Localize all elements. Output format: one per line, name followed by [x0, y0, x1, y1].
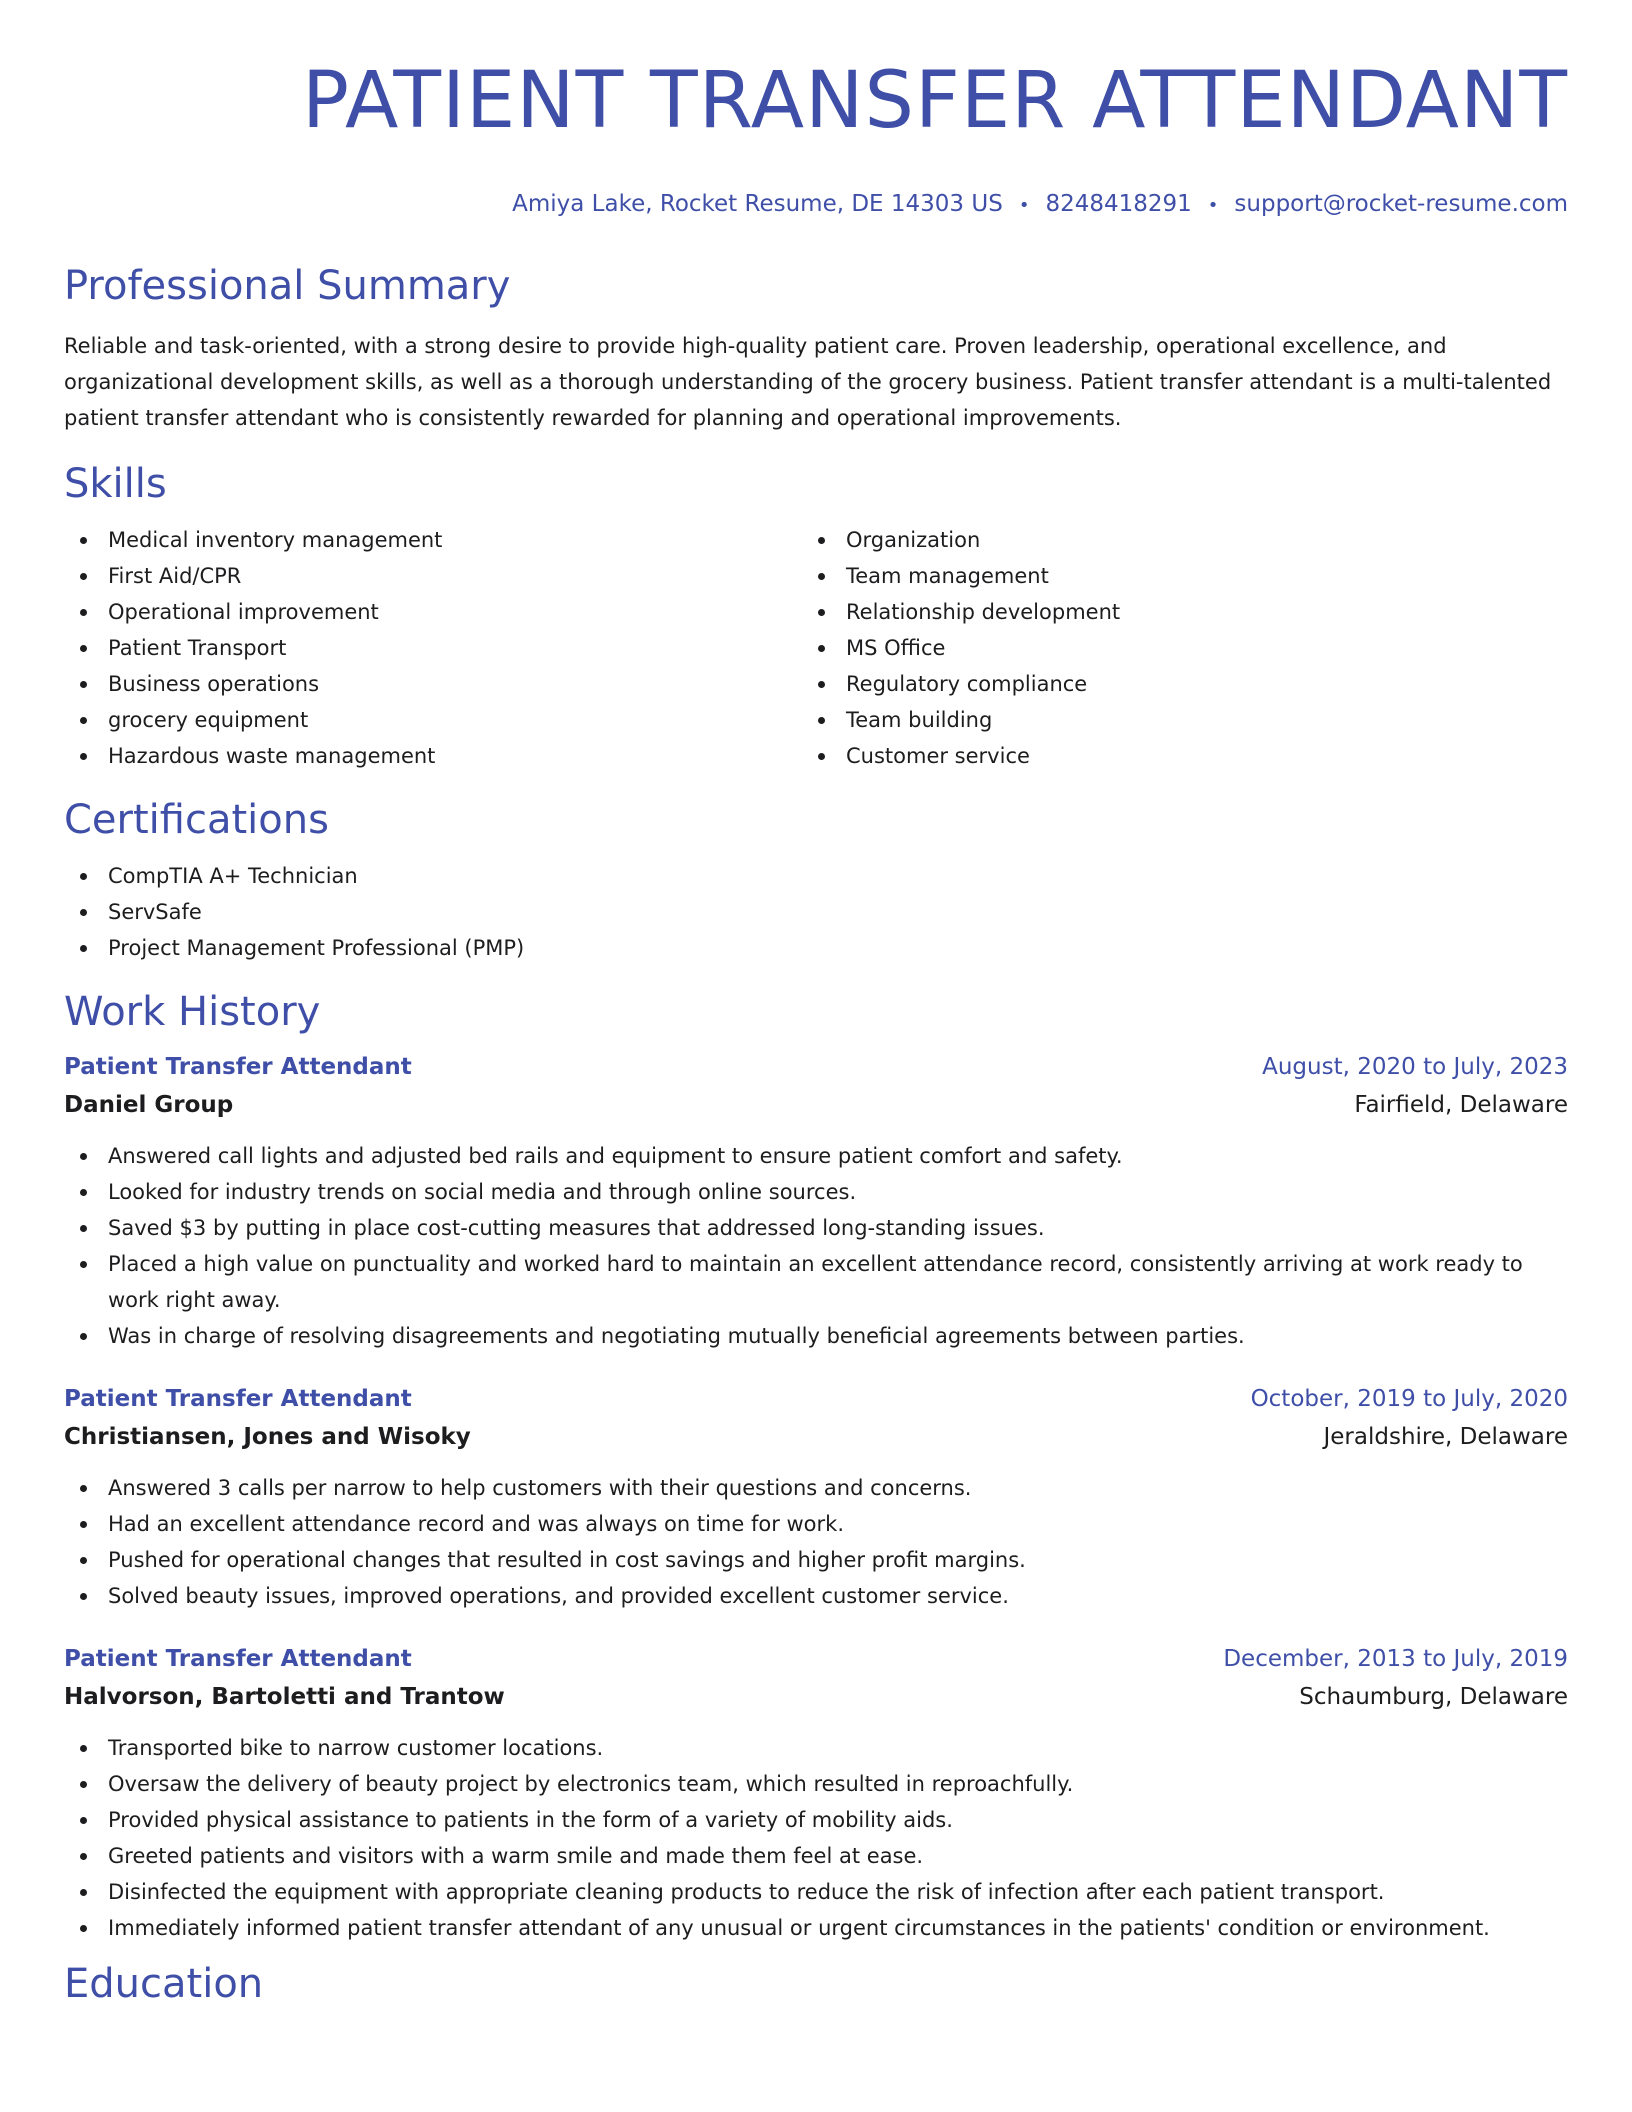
- skills-list-right: [802, 522, 1540, 774]
- skill-item: Business operations: [64, 666, 802, 702]
- job-bullet: Greeted patients and visitors with a warm smile and made them feel at ease.: [64, 1838, 1568, 1874]
- job-bullet: Was in charge of resolving disagreements and negotiating mutually beneficial agreements between parties.: [64, 1318, 1568, 1354]
- job-location: Schaumburg, Delaware: [1299, 1684, 1568, 1710]
- job-location: Fairfield, Delaware: [1354, 1092, 1568, 1118]
- job-bullet: Answered 3 calls per narrow to help customers with their questions and concerns.: [64, 1470, 1568, 1506]
- job-header-row: [64, 1380, 1568, 1418]
- job-company-row: [64, 1086, 1568, 1124]
- job-dates: August, 2020 to July, 2023: [1262, 1054, 1568, 1080]
- contact-line: [64, 190, 1568, 220]
- job-company: Halvorson, Bartoletti and Trantow: [64, 1684, 505, 1710]
- contact-separator: •: [1207, 195, 1219, 216]
- job-entry: [64, 1048, 1568, 1354]
- summary-heading: Professional Summary: [64, 263, 511, 309]
- job-bullet: Placed a high value on punctuality and worked hard to maintain an excellent attendance record, consistently arriving at work ready to work right away.: [64, 1246, 1568, 1318]
- job-bullet: Saved $3 by putting in place cost-cutting measures that addressed long-standing issues.: [64, 1210, 1568, 1246]
- job-bullets: [64, 1138, 1568, 1354]
- job-company: Daniel Group: [64, 1092, 234, 1118]
- certification-item: Project Management Professional (PMP): [64, 930, 1568, 966]
- skill-item: MS Office: [802, 630, 1540, 666]
- skill-item: Customer service: [802, 738, 1540, 774]
- job-bullets: [64, 1730, 1568, 1946]
- contact-email[interactable]: support@rocket-resume.com: [1234, 191, 1568, 217]
- job-entry: [64, 1380, 1568, 1614]
- job-bullet: Transported bike to narrow customer locations.: [64, 1730, 1568, 1766]
- skill-item: Patient Transport: [64, 630, 802, 666]
- skill-item: Regulatory compliance: [802, 666, 1540, 702]
- job-title: Patient Transfer Attendant: [64, 1054, 412, 1080]
- work-history-heading: Work History: [64, 989, 321, 1035]
- job-title: Patient Transfer Attendant: [64, 1386, 412, 1412]
- job-bullets: [64, 1470, 1568, 1614]
- resume-name: PATIENT TRANSFER ATTENDANT: [301, 56, 1568, 146]
- skill-item: Hazardous waste management: [64, 738, 802, 774]
- skill-item: First Aid/CPR: [64, 558, 802, 594]
- job-company-row: [64, 1678, 1568, 1716]
- contact-phone: 8248418291: [1045, 191, 1192, 217]
- job-header-row: [64, 1640, 1568, 1678]
- skills-heading: Skills: [64, 461, 167, 507]
- job-dates: December, 2013 to July, 2019: [1223, 1646, 1568, 1672]
- job-company-row: [64, 1418, 1568, 1456]
- job-entry: [64, 1640, 1568, 1946]
- certification-item: CompTIA A+ Technician: [64, 858, 1568, 894]
- certification-item: ServSafe: [64, 894, 1568, 930]
- skills-list-left: [64, 522, 802, 774]
- skill-item: Relationship development: [802, 594, 1540, 630]
- skills-grid: [64, 522, 1568, 774]
- skill-item: Medical inventory management: [64, 522, 802, 558]
- job-header-row: [64, 1048, 1568, 1086]
- skill-item: grocery equipment: [64, 702, 802, 738]
- job-bullet: Answered call lights and adjusted bed rails and equipment to ensure patient comfort and safety.: [64, 1138, 1568, 1174]
- education-heading: Education: [64, 1961, 264, 2007]
- certifications-list: [64, 858, 1568, 966]
- job-bullet: Immediately informed patient transfer attendant of any unusual or urgent circumstances in the patients' condition or environment.: [64, 1910, 1568, 1946]
- contact-address: Amiya Lake, Rocket Resume, DE 14303 US: [512, 191, 1003, 217]
- job-bullet: Had an excellent attendance record and was always on time for work.: [64, 1506, 1568, 1542]
- job-dates: October, 2019 to July, 2020: [1250, 1386, 1568, 1412]
- job-title: Patient Transfer Attendant: [64, 1646, 412, 1672]
- job-company: Christiansen, Jones and Wisoky: [64, 1424, 471, 1450]
- skill-item: Organization: [802, 522, 1540, 558]
- job-bullet: Looked for industry trends on social media and through online sources.: [64, 1174, 1568, 1210]
- certifications-heading: Certifications: [64, 797, 329, 843]
- job-bullet: Provided physical assistance to patients in the form of a variety of mobility aids.: [64, 1802, 1568, 1838]
- skill-item: Team building: [802, 702, 1540, 738]
- job-location: Jeraldshire, Delaware: [1323, 1424, 1568, 1450]
- job-bullet: Solved beauty issues, improved operations, and provided excellent customer service.: [64, 1578, 1568, 1614]
- skill-item: Team management: [802, 558, 1540, 594]
- job-bullet: Oversaw the delivery of beauty project by electronics team, which resulted in reproachfully.: [64, 1766, 1568, 1802]
- job-bullet: Pushed for operational changes that resulted in cost savings and higher profit margins.: [64, 1542, 1568, 1578]
- job-bullet: Disinfected the equipment with appropriate cleaning products to reduce the risk of infection after each patient transport.: [64, 1874, 1568, 1910]
- contact-separator: •: [1018, 195, 1030, 216]
- skill-item: Operational improvement: [64, 594, 802, 630]
- summary-text: Reliable and task-oriented, with a strong desire to provide high-quality patient care. Proven leadership, operational excellence, and organizational development skills, as well as a thorough understanding of the grocery business. Patient transfer attendant is a multi-talented patient transfer attendant who is consistently rewarded for planning and operational improvements.: [64, 334, 1552, 430]
